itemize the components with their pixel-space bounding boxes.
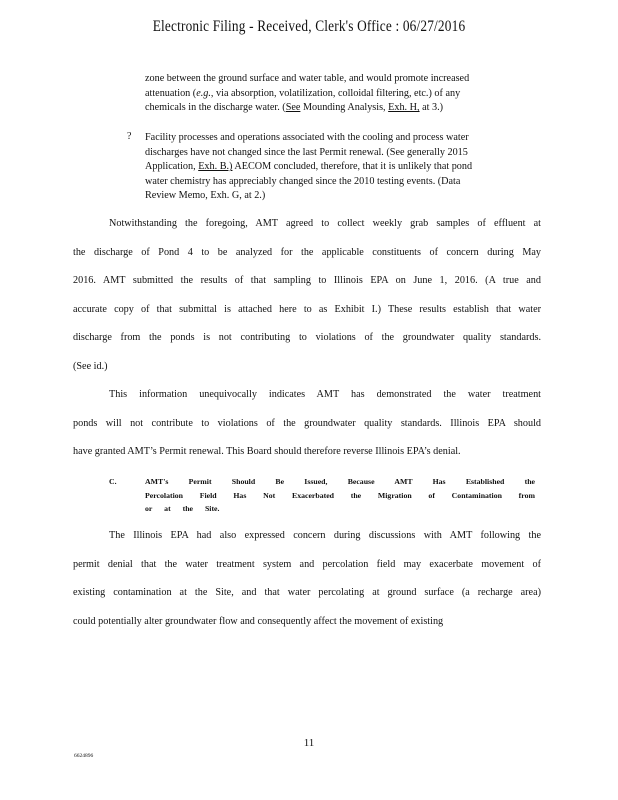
para2-line: ponds will not contribute to violations of the groundwater quality standards. Illinois EPA should: [73, 417, 541, 429]
bullet-item-facility: [145, 131, 535, 204]
bullet1-line2: attenuation (e.g., via absorption, volatilization, colloidal filtering, etc.) of any: [145, 87, 461, 99]
section-heading-line2: Percolation Field Has Not Exacerbated the Migration of Contamination from: [145, 490, 535, 500]
para3-line: could potentially alter groundwater flow and consequently affect the movement of existing: [73, 615, 444, 627]
page-number: 11: [303, 737, 315, 749]
bullet-item-mounding: [145, 72, 535, 116]
bullet-marker: ?: [127, 131, 132, 142]
para1-line: 2016. AMT submitted the results of that sampling to Illinois EPA on June 1, 2016. (A true and: [73, 275, 541, 287]
paragraph-concern: [73, 522, 541, 636]
section-heading-line1: AMT's Permit Should Be Issued, Because AMT Has Established the: [145, 477, 535, 486]
para3-line: permit denial that the water treatment system and percolation field may exacerbate movement of: [73, 558, 541, 570]
para2-line: have granted AMT’s Permit renewal. This Board should therefore reverse Illinois EPA’s denial.: [73, 446, 461, 458]
section-letter: C.: [109, 477, 117, 486]
section-heading-line3: or at the Site.: [145, 504, 220, 513]
bullet1-line3: chemicals in the discharge water. (See Mounding Analysis, Exh. H, at 3.): [145, 102, 444, 114]
para1-line: the discharge of Pond 4 to be analyzed for the applicable constituents of concern during May: [73, 246, 541, 258]
bullet2-line5: Review Memo, Exh. G, at 2.): [145, 190, 266, 202]
filing-header: Electronic Filing - Received, Clerk's Office : 06/27/2016: [152, 18, 466, 35]
bullet2-line2: discharges have not changed since the last Permit renewal. (See generally 2015: [145, 146, 468, 158]
bullet2-line3: Application, Exh. B.) AECOM concluded, therefore, that it is unlikely that pond: [145, 161, 473, 173]
para1-line: Notwithstanding the foregoing, AMT agreed to collect weekly grab samples of effluent at: [109, 218, 541, 229]
document-code: 6624896: [74, 753, 94, 759]
para3-line: existing contamination at the Site, and that water percolating at ground surface (a recharge area): [73, 587, 541, 599]
para2-line: This information unequivocally indicates AMT has demonstrated the water treatment: [109, 389, 541, 400]
bullet2-line4: water chemistry has appreciably changed since the 2010 testing events. (Data: [145, 175, 461, 187]
bullet2-line1: Facility processes and operations associated with the cooling and process water: [145, 132, 469, 143]
paragraph-sampling: [73, 210, 541, 382]
para1-line: accurate copy of that submittal is attached here to as Exhibit I.) These results establish that water: [73, 303, 541, 315]
para1-line: discharge from the ponds is not contributing to violations of the groundwater quality standards.: [73, 332, 541, 344]
section-heading: [145, 475, 535, 516]
para3-line: The Illinois EPA had also expressed concern during discussions with AMT following the: [109, 530, 541, 541]
bullet1-line1: zone between the ground surface and water table, and would promote increased: [145, 73, 470, 84]
paragraph-conclusion: [73, 381, 541, 467]
para1-line: (See id.): [73, 360, 108, 372]
